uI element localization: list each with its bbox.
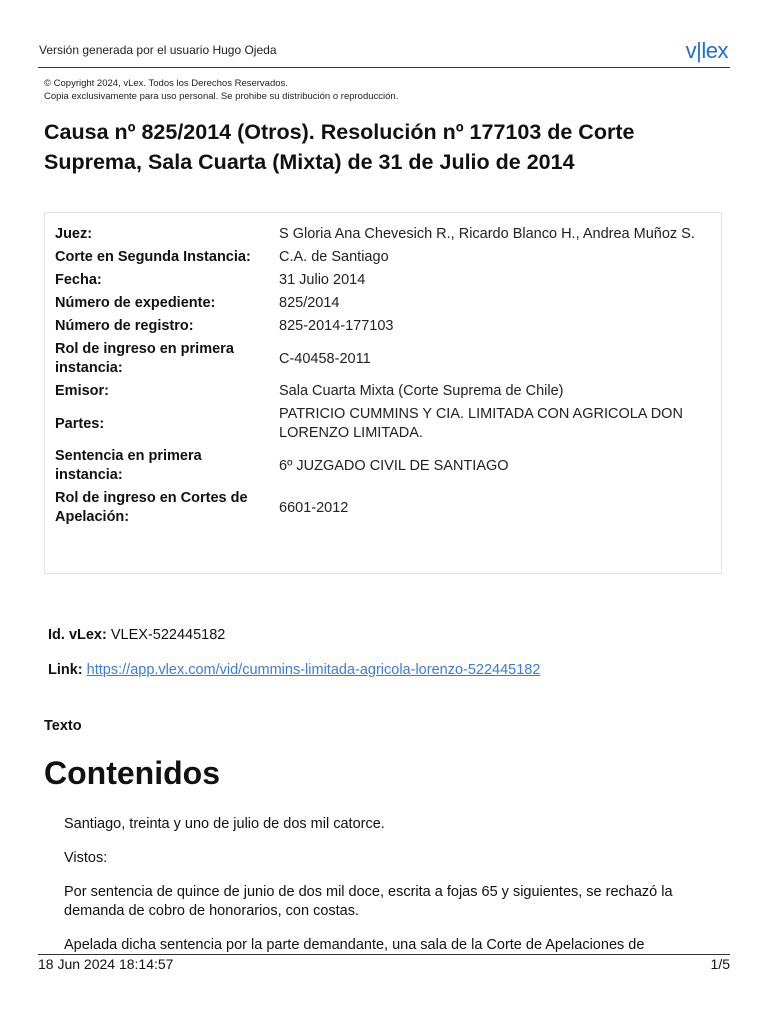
- metadata-label: Rol de ingreso en Cortes de Apelación:: [55, 490, 248, 525]
- metadata-label: Juez:: [55, 226, 93, 242]
- header-generated-by: Versión generada por el usuario Hugo Ojeda: [39, 43, 277, 57]
- footer-timestamp: 18 Jun 2024 18:14:57: [38, 956, 174, 972]
- metadata-label: Corte en Segunda Instancia:: [55, 249, 251, 265]
- metadata-label: Emisor:: [55, 383, 109, 399]
- body-paragraph: Santiago, treinta y uno de julio de dos mil catorce.: [64, 816, 385, 832]
- footer-divider: [38, 954, 730, 955]
- metadata-label: Número de expediente:: [55, 295, 216, 311]
- footer-page-number: 1/5: [710, 956, 730, 972]
- vlex-logo: [686, 38, 728, 64]
- document-link-url[interactable]: https://app.vlex.com/vid/cummins-limitada-agricola-lorenzo-522445182: [86, 662, 541, 678]
- logo-v: v: [685, 38, 697, 63]
- metadata-row-emisor: [55, 380, 715, 403]
- metadata-value: C-40458-2011: [279, 350, 371, 367]
- document-title: Causa nº 825/2014 (Otros). Resolución nº 177103 de Corte Suprema, Sala Cuarta (Mixta) de 31 de Julio de 2014: [44, 120, 635, 174]
- metadata-value: 825/2014: [279, 295, 340, 311]
- metadata-box: [44, 212, 722, 574]
- metadata-value: S Gloria Ana Chevesich R., Ricardo Blanco H., Andrea Muñoz S.: [279, 226, 695, 242]
- texto-label: Texto: [44, 718, 82, 734]
- metadata-value: 6601-2012: [279, 499, 349, 516]
- metadata-value: 6º JUZGADO CIVIL DE SANTIAGO: [279, 457, 509, 474]
- copyright-notice: [44, 77, 398, 103]
- metadata-label: Fecha:: [55, 272, 102, 288]
- header-divider: [38, 67, 730, 68]
- logo-lex: lex: [701, 38, 728, 63]
- metadata-value: 31 Julio 2014: [279, 272, 366, 288]
- metadata-row-rol-primera-instancia: [55, 338, 715, 380]
- metadata-row-numero-expediente: [55, 292, 715, 315]
- vlex-id-value: VLEX-522445182: [110, 627, 226, 643]
- metadata-value: PATRICIO CUMMINS Y CIA. LIMITADA CON AGRICOLA DON LORENZO LIMITADA.: [279, 406, 683, 441]
- metadata-row-partes: [55, 403, 715, 445]
- vlex-id-label: Id. vLex:: [48, 627, 107, 643]
- metadata-row-corte-segunda-instancia: [55, 246, 715, 269]
- copyright-line-2: Copia exclusivamente para uso personal. Se prohibe su distribución o reproducción.: [44, 91, 399, 102]
- document-body: [64, 815, 714, 970]
- metadata-row-sentencia-primera-instancia: [55, 445, 715, 487]
- body-paragraph: Apelada dicha sentencia por la parte demandante, una sala de la Corte de Apelaciones de: [64, 937, 645, 953]
- copyright-line-1: © Copyright 2024, vLex. Todos los Derechos Reservados.: [44, 78, 288, 89]
- metadata-row-fecha: [55, 269, 715, 292]
- vlex-id: [48, 627, 225, 643]
- contents-heading: Contenidos: [44, 755, 220, 791]
- body-paragraph: Vistos:: [64, 850, 108, 866]
- metadata-label: Partes:: [55, 415, 105, 432]
- metadata-value: Sala Cuarta Mixta (Corte Suprema de Chile): [279, 383, 564, 399]
- logo-separator: |: [696, 38, 702, 63]
- metadata-value: 825-2014-177103: [279, 318, 394, 334]
- metadata-row-numero-registro: [55, 315, 715, 338]
- document-link: [48, 662, 540, 678]
- document-link-label: Link:: [48, 662, 83, 678]
- metadata-label: Sentencia en primera instancia:: [55, 448, 202, 483]
- body-paragraph: Por sentencia de quince de junio de dos mil doce, escrita a fojas 65 y siguientes, se rechazó la demanda de cobro de honorarios, con costas.: [64, 884, 673, 919]
- metadata-value: C.A. de Santiago: [279, 249, 389, 265]
- metadata-table: [55, 223, 715, 529]
- metadata-row-juez: [55, 223, 715, 246]
- metadata-label: Rol de ingreso en primera instancia:: [55, 341, 234, 376]
- metadata-row-rol-cortes-apelacion: [55, 487, 715, 529]
- metadata-label: Número de registro:: [55, 318, 194, 334]
